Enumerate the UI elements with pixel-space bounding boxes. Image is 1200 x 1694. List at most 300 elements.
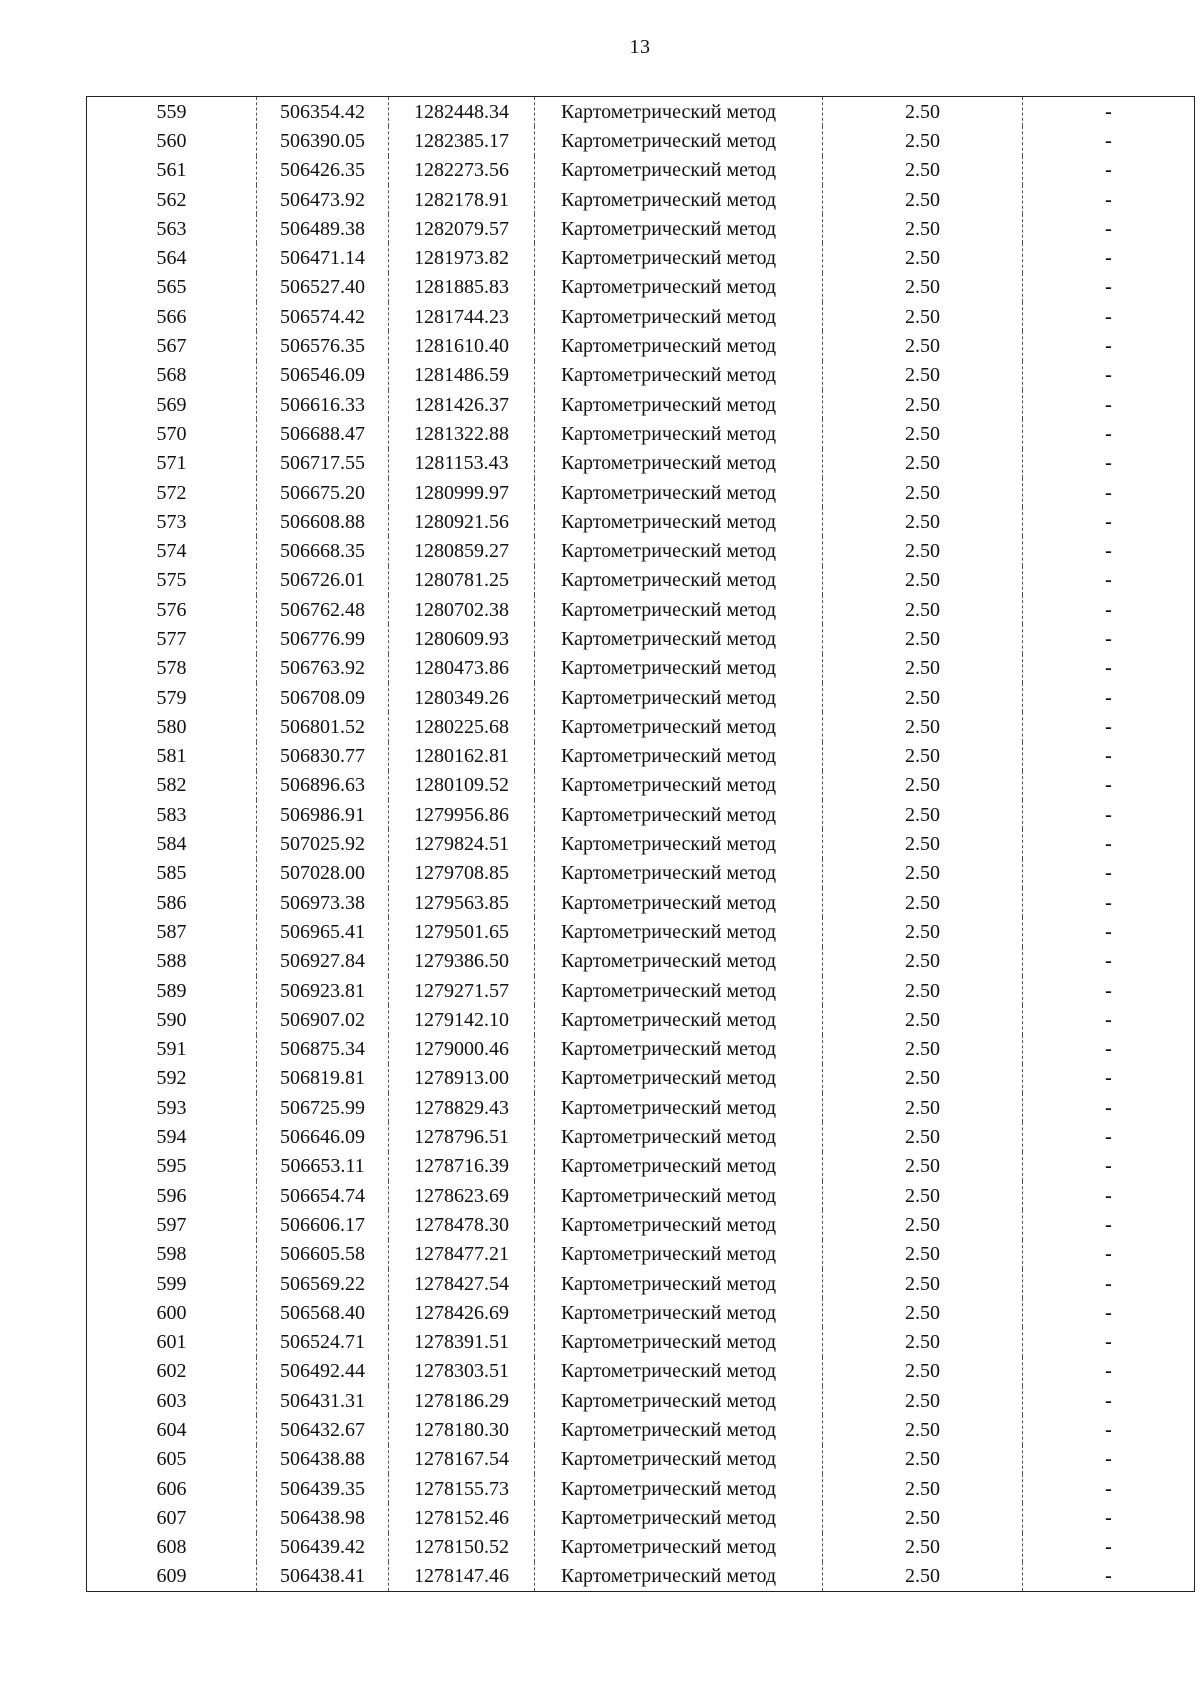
accuracy-cell: 2.50: [823, 361, 1023, 390]
note-cell: -: [1023, 566, 1195, 595]
note-cell: -: [1023, 1357, 1195, 1386]
point-number-cell: 597: [87, 1210, 257, 1239]
y-coordinate-cell: 1278155.73: [389, 1474, 535, 1503]
method-cell: Картометрический метод: [535, 829, 823, 858]
point-number-cell: 568: [87, 361, 257, 390]
point-number-cell: 593: [87, 1093, 257, 1122]
method-cell: Картометрический метод: [535, 800, 823, 829]
table-row: [87, 917, 1195, 946]
y-coordinate-cell: 1281973.82: [389, 243, 535, 272]
note-cell: -: [1023, 449, 1195, 478]
method-cell: Картометрический метод: [535, 976, 823, 1005]
point-number-cell: 606: [87, 1474, 257, 1503]
point-number-cell: 592: [87, 1064, 257, 1093]
method-cell: Картометрический метод: [535, 1093, 823, 1122]
point-number-cell: 563: [87, 214, 257, 243]
y-coordinate-cell: 1278478.30: [389, 1210, 535, 1239]
note-cell: -: [1023, 1181, 1195, 1210]
accuracy-cell: 2.50: [823, 1005, 1023, 1034]
table-row: [87, 1005, 1195, 1034]
table-row: [87, 1064, 1195, 1093]
note-cell: -: [1023, 829, 1195, 858]
y-coordinate-cell: 1280109.52: [389, 771, 535, 800]
note-cell: -: [1023, 1210, 1195, 1239]
note-cell: -: [1023, 1533, 1195, 1562]
note-cell: -: [1023, 624, 1195, 653]
point-number-cell: 604: [87, 1415, 257, 1444]
method-cell: Картометрический метод: [535, 771, 823, 800]
accuracy-cell: 2.50: [823, 917, 1023, 946]
y-coordinate-cell: 1278477.21: [389, 1240, 535, 1269]
y-coordinate-cell: 1282273.56: [389, 156, 535, 185]
page-number: 13: [629, 36, 651, 58]
note-cell: -: [1023, 1562, 1195, 1592]
table-row: [87, 273, 1195, 302]
accuracy-cell: 2.50: [823, 156, 1023, 185]
point-number-cell: 571: [87, 449, 257, 478]
x-coordinate-cell: 506819.81: [257, 1064, 389, 1093]
y-coordinate-cell: 1281426.37: [389, 390, 535, 419]
note-cell: -: [1023, 419, 1195, 448]
accuracy-cell: 2.50: [823, 214, 1023, 243]
point-number-cell: 578: [87, 654, 257, 683]
note-cell: -: [1023, 1269, 1195, 1298]
method-cell: Картометрический метод: [535, 1298, 823, 1327]
table-row: [87, 829, 1195, 858]
point-number-cell: 588: [87, 947, 257, 976]
point-number-cell: 594: [87, 1122, 257, 1151]
method-cell: Картометрический метод: [535, 1122, 823, 1151]
y-coordinate-cell: 1280702.38: [389, 595, 535, 624]
table-row: [87, 390, 1195, 419]
note-cell: -: [1023, 478, 1195, 507]
y-coordinate-cell: 1281322.88: [389, 419, 535, 448]
accuracy-cell: 2.50: [823, 243, 1023, 272]
note-cell: -: [1023, 126, 1195, 155]
accuracy-cell: 2.50: [823, 1533, 1023, 1562]
x-coordinate-cell: 506527.40: [257, 273, 389, 302]
y-coordinate-cell: 1278829.43: [389, 1093, 535, 1122]
accuracy-cell: 2.50: [823, 800, 1023, 829]
note-cell: -: [1023, 156, 1195, 185]
y-coordinate-cell: 1279956.86: [389, 800, 535, 829]
note-cell: -: [1023, 331, 1195, 360]
method-cell: Картометрический метод: [535, 742, 823, 771]
x-coordinate-cell: 507025.92: [257, 829, 389, 858]
y-coordinate-cell: 1278426.69: [389, 1298, 535, 1327]
y-coordinate-cell: 1282385.17: [389, 126, 535, 155]
table-row: [87, 1533, 1195, 1562]
y-coordinate-cell: 1278913.00: [389, 1064, 535, 1093]
method-cell: Картометрический метод: [535, 859, 823, 888]
table-row: [87, 742, 1195, 771]
point-number-cell: 596: [87, 1181, 257, 1210]
accuracy-cell: 2.50: [823, 712, 1023, 741]
method-cell: Картометрический метод: [535, 1240, 823, 1269]
x-coordinate-cell: 506438.98: [257, 1503, 389, 1532]
accuracy-cell: 2.50: [823, 536, 1023, 565]
y-coordinate-cell: 1278716.39: [389, 1152, 535, 1181]
point-number-cell: 589: [87, 976, 257, 1005]
accuracy-cell: 2.50: [823, 273, 1023, 302]
table-row: [87, 507, 1195, 536]
note-cell: -: [1023, 917, 1195, 946]
x-coordinate-cell: 506492.44: [257, 1357, 389, 1386]
x-coordinate-cell: 506605.58: [257, 1240, 389, 1269]
point-number-cell: 581: [87, 742, 257, 771]
accuracy-cell: 2.50: [823, 1240, 1023, 1269]
y-coordinate-cell: 1278623.69: [389, 1181, 535, 1210]
note-cell: -: [1023, 97, 1195, 127]
x-coordinate-cell: 506473.92: [257, 185, 389, 214]
x-coordinate-cell: 506762.48: [257, 595, 389, 624]
point-number-cell: 570: [87, 419, 257, 448]
table-row: [87, 126, 1195, 155]
accuracy-cell: 2.50: [823, 1445, 1023, 1474]
x-coordinate-cell: 506875.34: [257, 1035, 389, 1064]
y-coordinate-cell: 1282079.57: [389, 214, 535, 243]
note-cell: -: [1023, 1298, 1195, 1327]
y-coordinate-cell: 1279142.10: [389, 1005, 535, 1034]
note-cell: -: [1023, 302, 1195, 331]
accuracy-cell: 2.50: [823, 1152, 1023, 1181]
method-cell: Картометрический метод: [535, 1181, 823, 1210]
table-row: [87, 1093, 1195, 1122]
y-coordinate-cell: 1278167.54: [389, 1445, 535, 1474]
accuracy-cell: 2.50: [823, 1064, 1023, 1093]
accuracy-cell: 2.50: [823, 771, 1023, 800]
y-coordinate-cell: 1278796.51: [389, 1122, 535, 1151]
accuracy-cell: 2.50: [823, 1181, 1023, 1210]
y-coordinate-cell: 1278427.54: [389, 1269, 535, 1298]
x-coordinate-cell: 506431.31: [257, 1386, 389, 1415]
note-cell: -: [1023, 273, 1195, 302]
note-cell: -: [1023, 800, 1195, 829]
method-cell: Картометрический метод: [535, 1327, 823, 1356]
table-row: [87, 478, 1195, 507]
method-cell: Картометрический метод: [535, 507, 823, 536]
point-number-cell: 560: [87, 126, 257, 155]
note-cell: -: [1023, 214, 1195, 243]
x-coordinate-cell: 506489.38: [257, 214, 389, 243]
point-number-cell: 608: [87, 1533, 257, 1562]
point-number-cell: 603: [87, 1386, 257, 1415]
x-coordinate-cell: 506965.41: [257, 917, 389, 946]
accuracy-cell: 2.50: [823, 1474, 1023, 1503]
accuracy-cell: 2.50: [823, 683, 1023, 712]
table-row: [87, 361, 1195, 390]
y-coordinate-cell: 1279386.50: [389, 947, 535, 976]
method-cell: Картометрический метод: [535, 683, 823, 712]
table-row: [87, 1386, 1195, 1415]
x-coordinate-cell: 506438.88: [257, 1445, 389, 1474]
note-cell: -: [1023, 654, 1195, 683]
accuracy-cell: 2.50: [823, 595, 1023, 624]
y-coordinate-cell: 1280999.97: [389, 478, 535, 507]
method-cell: Картометрический метод: [535, 1035, 823, 1064]
table-body: [87, 97, 1195, 1592]
x-coordinate-cell: 506907.02: [257, 1005, 389, 1034]
method-cell: Картометрический метод: [535, 566, 823, 595]
accuracy-cell: 2.50: [823, 1562, 1023, 1592]
accuracy-cell: 2.50: [823, 331, 1023, 360]
y-coordinate-cell: 1280225.68: [389, 712, 535, 741]
x-coordinate-cell: 506606.17: [257, 1210, 389, 1239]
y-coordinate-cell: 1278186.29: [389, 1386, 535, 1415]
accuracy-cell: 2.50: [823, 1357, 1023, 1386]
y-coordinate-cell: 1280609.93: [389, 624, 535, 653]
accuracy-cell: 2.50: [823, 1035, 1023, 1064]
table-row: [87, 1240, 1195, 1269]
point-number-cell: 565: [87, 273, 257, 302]
table-row: [87, 566, 1195, 595]
method-cell: Картометрический метод: [535, 449, 823, 478]
table-row: [87, 1298, 1195, 1327]
table-row: [87, 214, 1195, 243]
table-row: [87, 302, 1195, 331]
note-cell: -: [1023, 1005, 1195, 1034]
y-coordinate-cell: 1281486.59: [389, 361, 535, 390]
table-row: [87, 859, 1195, 888]
accuracy-cell: 2.50: [823, 829, 1023, 858]
x-coordinate-cell: 506986.91: [257, 800, 389, 829]
point-number-cell: 573: [87, 507, 257, 536]
table-row: [87, 1562, 1195, 1592]
note-cell: -: [1023, 888, 1195, 917]
x-coordinate-cell: 506616.33: [257, 390, 389, 419]
accuracy-cell: 2.50: [823, 478, 1023, 507]
x-coordinate-cell: 506801.52: [257, 712, 389, 741]
y-coordinate-cell: 1279501.65: [389, 917, 535, 946]
method-cell: Картометрический метод: [535, 156, 823, 185]
method-cell: Картометрический метод: [535, 917, 823, 946]
accuracy-cell: 2.50: [823, 1327, 1023, 1356]
table-row: [87, 683, 1195, 712]
point-number-cell: 609: [87, 1562, 257, 1592]
x-coordinate-cell: 506973.38: [257, 888, 389, 917]
method-cell: Картометрический метод: [535, 888, 823, 917]
x-coordinate-cell: 506927.84: [257, 947, 389, 976]
accuracy-cell: 2.50: [823, 742, 1023, 771]
method-cell: Картометрический метод: [535, 273, 823, 302]
table-row: [87, 1035, 1195, 1064]
method-cell: Картометрический метод: [535, 1562, 823, 1592]
point-number-cell: 590: [87, 1005, 257, 1034]
table-row: [87, 771, 1195, 800]
point-number-cell: 600: [87, 1298, 257, 1327]
x-coordinate-cell: 506726.01: [257, 566, 389, 595]
x-coordinate-cell: 506675.20: [257, 478, 389, 507]
point-number-cell: 605: [87, 1445, 257, 1474]
accuracy-cell: 2.50: [823, 976, 1023, 1005]
accuracy-cell: 2.50: [823, 185, 1023, 214]
table-row: [87, 624, 1195, 653]
note-cell: -: [1023, 771, 1195, 800]
method-cell: Картометрический метод: [535, 478, 823, 507]
point-number-cell: 591: [87, 1035, 257, 1064]
table-row: [87, 156, 1195, 185]
method-cell: Картометрический метод: [535, 302, 823, 331]
method-cell: Картометрический метод: [535, 97, 823, 127]
accuracy-cell: 2.50: [823, 624, 1023, 653]
point-number-cell: 579: [87, 683, 257, 712]
table-row: [87, 1357, 1195, 1386]
point-number-cell: 599: [87, 1269, 257, 1298]
method-cell: Картометрический метод: [535, 1445, 823, 1474]
x-coordinate-cell: 506438.41: [257, 1562, 389, 1592]
table-row: [87, 1269, 1195, 1298]
method-cell: Картометрический метод: [535, 1269, 823, 1298]
table-row: [87, 800, 1195, 829]
table-row: [87, 976, 1195, 1005]
x-coordinate-cell: 506830.77: [257, 742, 389, 771]
point-number-cell: 561: [87, 156, 257, 185]
method-cell: Картометрический метод: [535, 712, 823, 741]
y-coordinate-cell: 1281885.83: [389, 273, 535, 302]
note-cell: -: [1023, 1093, 1195, 1122]
x-coordinate-cell: 506708.09: [257, 683, 389, 712]
x-coordinate-cell: 506569.22: [257, 1269, 389, 1298]
accuracy-cell: 2.50: [823, 1386, 1023, 1415]
point-number-cell: 587: [87, 917, 257, 946]
table-row: [87, 1445, 1195, 1474]
method-cell: Картометрический метод: [535, 1533, 823, 1562]
table-row: [87, 419, 1195, 448]
x-coordinate-cell: 506439.35: [257, 1474, 389, 1503]
accuracy-cell: 2.50: [823, 1093, 1023, 1122]
accuracy-cell: 2.50: [823, 449, 1023, 478]
x-coordinate-cell: 506568.40: [257, 1298, 389, 1327]
table-row: [87, 185, 1195, 214]
note-cell: -: [1023, 595, 1195, 624]
method-cell: Картометрический метод: [535, 947, 823, 976]
accuracy-cell: 2.50: [823, 126, 1023, 155]
note-cell: -: [1023, 976, 1195, 1005]
x-coordinate-cell: 506546.09: [257, 361, 389, 390]
method-cell: Картометрический метод: [535, 331, 823, 360]
method-cell: Картометрический метод: [535, 1474, 823, 1503]
x-coordinate-cell: 506763.92: [257, 654, 389, 683]
x-coordinate-cell: 506574.42: [257, 302, 389, 331]
method-cell: Картометрический метод: [535, 654, 823, 683]
note-cell: -: [1023, 361, 1195, 390]
point-number-cell: 572: [87, 478, 257, 507]
x-coordinate-cell: 506576.35: [257, 331, 389, 360]
y-coordinate-cell: 1278180.30: [389, 1415, 535, 1444]
accuracy-cell: 2.50: [823, 97, 1023, 127]
table-row: [87, 654, 1195, 683]
method-cell: Картометрический метод: [535, 214, 823, 243]
note-cell: -: [1023, 1064, 1195, 1093]
accuracy-cell: 2.50: [823, 888, 1023, 917]
note-cell: -: [1023, 390, 1195, 419]
point-number-cell: 585: [87, 859, 257, 888]
method-cell: Картометрический метод: [535, 1064, 823, 1093]
table-row: [87, 1327, 1195, 1356]
point-number-cell: 584: [87, 829, 257, 858]
note-cell: -: [1023, 1503, 1195, 1532]
accuracy-cell: 2.50: [823, 1415, 1023, 1444]
accuracy-cell: 2.50: [823, 654, 1023, 683]
y-coordinate-cell: 1278150.52: [389, 1533, 535, 1562]
x-coordinate-cell: 506646.09: [257, 1122, 389, 1151]
x-coordinate-cell: 506432.67: [257, 1415, 389, 1444]
note-cell: -: [1023, 1474, 1195, 1503]
table-row: [87, 947, 1195, 976]
point-number-cell: 575: [87, 566, 257, 595]
table-row: [87, 1210, 1195, 1239]
point-number-cell: 559: [87, 97, 257, 127]
method-cell: Картометрический метод: [535, 390, 823, 419]
method-cell: Картометрический метод: [535, 185, 823, 214]
y-coordinate-cell: 1279708.85: [389, 859, 535, 888]
note-cell: -: [1023, 947, 1195, 976]
method-cell: Картометрический метод: [535, 1152, 823, 1181]
x-coordinate-cell: 506776.99: [257, 624, 389, 653]
note-cell: -: [1023, 1415, 1195, 1444]
method-cell: Картометрический метод: [535, 595, 823, 624]
method-cell: Картометрический метод: [535, 1415, 823, 1444]
y-coordinate-cell: 1280921.56: [389, 507, 535, 536]
accuracy-cell: 2.50: [823, 566, 1023, 595]
method-cell: Картометрический метод: [535, 624, 823, 653]
table-row: [87, 595, 1195, 624]
x-coordinate-cell: 506471.14: [257, 243, 389, 272]
accuracy-cell: 2.50: [823, 390, 1023, 419]
x-coordinate-cell: 506608.88: [257, 507, 389, 536]
point-number-cell: 567: [87, 331, 257, 360]
method-cell: Картометрический метод: [535, 1210, 823, 1239]
table-row: [87, 243, 1195, 272]
method-cell: Картометрический метод: [535, 419, 823, 448]
table-row: [87, 331, 1195, 360]
accuracy-cell: 2.50: [823, 507, 1023, 536]
method-cell: Картометрический метод: [535, 126, 823, 155]
point-number-cell: 580: [87, 712, 257, 741]
note-cell: -: [1023, 1152, 1195, 1181]
accuracy-cell: 2.50: [823, 1503, 1023, 1532]
y-coordinate-cell: 1279271.57: [389, 976, 535, 1005]
y-coordinate-cell: 1281153.43: [389, 449, 535, 478]
point-number-cell: 607: [87, 1503, 257, 1532]
y-coordinate-cell: 1282178.91: [389, 185, 535, 214]
point-number-cell: 598: [87, 1240, 257, 1269]
table-row: [87, 712, 1195, 741]
x-coordinate-cell: 506654.74: [257, 1181, 389, 1210]
y-coordinate-cell: 1280859.27: [389, 536, 535, 565]
method-cell: Картометрический метод: [535, 1386, 823, 1415]
point-number-cell: 602: [87, 1357, 257, 1386]
note-cell: -: [1023, 507, 1195, 536]
point-number-cell: 576: [87, 595, 257, 624]
method-cell: Картометрический метод: [535, 243, 823, 272]
note-cell: -: [1023, 742, 1195, 771]
note-cell: -: [1023, 1122, 1195, 1151]
accuracy-cell: 2.50: [823, 947, 1023, 976]
y-coordinate-cell: 1279824.51: [389, 829, 535, 858]
note-cell: -: [1023, 536, 1195, 565]
method-cell: Картометрический метод: [535, 361, 823, 390]
note-cell: -: [1023, 683, 1195, 712]
note-cell: -: [1023, 1035, 1195, 1064]
y-coordinate-cell: 1279563.85: [389, 888, 535, 917]
note-cell: -: [1023, 859, 1195, 888]
y-coordinate-cell: 1282448.34: [389, 97, 535, 127]
note-cell: -: [1023, 1327, 1195, 1356]
accuracy-cell: 2.50: [823, 1122, 1023, 1151]
point-number-cell: 564: [87, 243, 257, 272]
y-coordinate-cell: 1278152.46: [389, 1503, 535, 1532]
